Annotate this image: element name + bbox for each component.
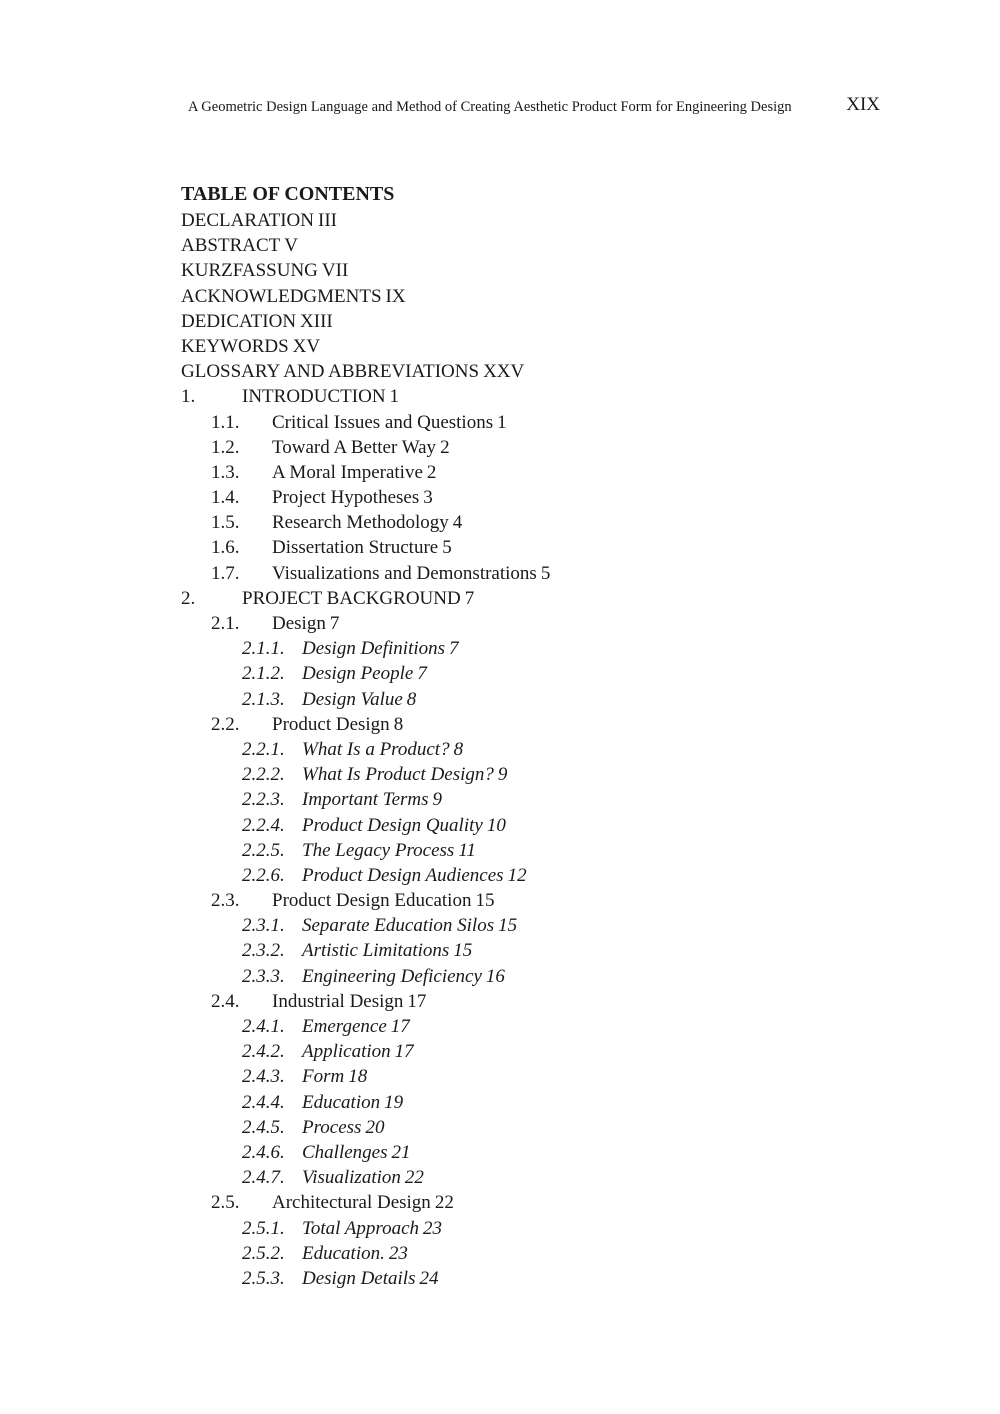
toc-entry[interactable] bbox=[242, 964, 867, 989]
toc-entry[interactable] bbox=[211, 510, 856, 535]
toc-entry-title: Product Design Audiences bbox=[302, 864, 504, 886]
toc-entry-title: Product Design Quality bbox=[302, 814, 483, 836]
toc-entry-title: INTRODUCTION bbox=[242, 386, 386, 408]
toc-entry[interactable] bbox=[211, 712, 856, 737]
toc-entry-title: GLOSSARY AND ABBREVIATIONS bbox=[181, 361, 480, 383]
toc-entry-title: Critical Issues and Questions bbox=[272, 411, 494, 433]
toc-entry[interactable] bbox=[181, 384, 856, 409]
toc-entry-title: Visualizations and Demonstrations bbox=[272, 562, 537, 584]
toc-entry-title: DEDICATION bbox=[181, 310, 297, 332]
toc-entry-page: 7 bbox=[417, 663, 427, 685]
toc-entry-page: 9 bbox=[497, 764, 508, 786]
toc-entry-page: XV bbox=[292, 335, 321, 357]
toc-entry-page: 17 bbox=[394, 1041, 414, 1063]
toc-entry-page: 10 bbox=[486, 814, 506, 836]
toc-entry-title: Design Details bbox=[302, 1267, 416, 1289]
toc-entry-title: A Moral Imperative bbox=[272, 461, 423, 483]
toc-entry-page: VII bbox=[321, 260, 349, 282]
table-of-contents bbox=[181, 181, 881, 1291]
toc-entry-page: IX bbox=[385, 285, 406, 307]
toc-entry-page: 22 bbox=[434, 1192, 454, 1214]
toc-entry-title: Design bbox=[272, 613, 326, 634]
toc-entry[interactable] bbox=[242, 1165, 867, 1190]
toc-entry[interactable] bbox=[211, 535, 856, 560]
toc-entry-number: 2.3.2. bbox=[242, 940, 285, 962]
toc-entry-title: DECLARATION bbox=[181, 210, 314, 231]
toc-entry[interactable] bbox=[211, 485, 856, 510]
toc-entry-page: 5 bbox=[540, 562, 551, 584]
toc-entry-number: 2.5. bbox=[211, 1192, 240, 1214]
toc-entry-title: KEYWORDS bbox=[181, 335, 289, 357]
toc-entry[interactable] bbox=[181, 208, 878, 233]
page-number: XIX bbox=[846, 94, 880, 115]
toc-entry[interactable] bbox=[242, 1115, 867, 1140]
toc-entry-number: 1.6. bbox=[211, 537, 240, 559]
toc-entry[interactable] bbox=[211, 410, 856, 435]
toc-entry-title: What Is Product Design? bbox=[302, 764, 494, 786]
toc-entry[interactable] bbox=[242, 863, 867, 888]
toc-entry-number: 1.5. bbox=[211, 512, 240, 534]
toc-entry[interactable] bbox=[242, 1064, 867, 1089]
toc-entry-title: Research Methodology bbox=[272, 512, 449, 534]
toc-entry[interactable] bbox=[242, 1014, 867, 1039]
toc-entry-page: 20 bbox=[365, 1116, 385, 1138]
toc-entry-title: PROJECT BACKGROUND bbox=[242, 587, 461, 609]
toc-entry-number: 2.2.5. bbox=[242, 839, 285, 861]
toc-entry[interactable] bbox=[181, 258, 878, 283]
toc-entry-number: 1. bbox=[181, 386, 196, 408]
toc-entry-page: XXV bbox=[483, 361, 525, 383]
toc-entry-title: Design People bbox=[302, 663, 414, 685]
toc-entry[interactable] bbox=[242, 737, 867, 762]
toc-entry-page: 16 bbox=[485, 965, 505, 987]
toc-entry[interactable] bbox=[242, 1039, 867, 1064]
toc-entry-title: Product Design bbox=[272, 713, 390, 735]
toc-entry[interactable] bbox=[181, 586, 856, 611]
toc-entry-number: 1.2. bbox=[211, 436, 240, 458]
toc-entry-title: Education. bbox=[302, 1242, 385, 1264]
toc-entry-title: Visualization bbox=[302, 1167, 401, 1189]
toc-entry-page: 8 bbox=[393, 713, 404, 735]
toc-entry[interactable] bbox=[211, 611, 856, 636]
toc-entry-title: Separate Education Silos bbox=[302, 915, 495, 937]
toc-entry[interactable] bbox=[242, 687, 867, 712]
toc-entry-page: V bbox=[284, 235, 298, 257]
toc-entry-page: 4 bbox=[452, 512, 463, 534]
toc-entry-title: Product Design Education bbox=[272, 890, 472, 912]
toc-entry-number: 2.5.1. bbox=[242, 1217, 285, 1239]
toc-entry-page: 8 bbox=[453, 738, 464, 760]
toc-entry-page: 23 bbox=[388, 1242, 408, 1264]
toc-entry-page: XIII bbox=[300, 310, 333, 332]
toc-entry-number: 2.2.2. bbox=[242, 764, 285, 786]
toc-entry-number: 2.4.6. bbox=[242, 1141, 285, 1163]
toc-entry-title: Education bbox=[302, 1091, 381, 1113]
toc-entry-title: Project Hypotheses bbox=[272, 487, 420, 509]
toc-entry-page: 1 bbox=[497, 411, 507, 433]
toc-entry[interactable] bbox=[242, 762, 867, 787]
toc-entry-page: 17 bbox=[407, 990, 427, 1012]
toc-entry-page: 15 bbox=[453, 940, 473, 962]
toc-entry[interactable] bbox=[242, 1266, 867, 1291]
toc-entry[interactable] bbox=[242, 1241, 867, 1266]
toc-entry-page: 2 bbox=[440, 436, 450, 458]
toc-entry-title: Form bbox=[302, 1066, 345, 1088]
toc-entry-number: 2.4.1. bbox=[242, 1016, 285, 1037]
toc-entry-title: Design Definitions bbox=[302, 638, 446, 660]
toc-entry[interactable] bbox=[181, 309, 878, 334]
toc-entry-page: 21 bbox=[391, 1141, 411, 1163]
toc-entry-title: ACKNOWLEDGMENTS bbox=[181, 285, 382, 307]
toc-entry-page: 8 bbox=[406, 688, 417, 710]
toc-entry-title: ABSTRACT bbox=[181, 235, 281, 257]
toc-entry-number: 2.2.6. bbox=[242, 864, 285, 886]
toc-entry-number: 2.1.2. bbox=[242, 663, 285, 685]
toc-entry-page: 7 bbox=[329, 613, 340, 634]
toc-entry[interactable] bbox=[242, 913, 867, 938]
toc-entry-number: 2.3.1. bbox=[242, 915, 285, 937]
running-header bbox=[188, 96, 880, 118]
toc-entry-number: 2.4. bbox=[211, 990, 240, 1012]
toc-entry-title: Total Approach bbox=[302, 1217, 420, 1239]
toc-entry-page: 15 bbox=[498, 915, 518, 937]
toc-entry[interactable] bbox=[242, 813, 867, 838]
running-header-title: A Geometric Design Language and Method of Creating Aesthetic Product Form for Engineering Design bbox=[188, 99, 792, 115]
toc-entry-page: 7 bbox=[449, 638, 459, 660]
toc-entry[interactable] bbox=[242, 636, 867, 661]
toc-entry-number: 2.4.5. bbox=[242, 1116, 285, 1138]
toc-entry-number: 2.5.3. bbox=[242, 1267, 285, 1289]
toc-entry[interactable] bbox=[242, 938, 867, 963]
toc-entry-page: 3 bbox=[423, 487, 433, 509]
toc-entry-page: 22 bbox=[404, 1167, 424, 1189]
toc-entry[interactable] bbox=[242, 1090, 867, 1115]
toc-entry-number: 2.4.2. bbox=[242, 1041, 285, 1063]
toc-entry-title: KURZFASSUNG bbox=[181, 260, 318, 282]
toc-entry-page: 9 bbox=[432, 789, 443, 811]
toc-entry-title: The Legacy Process bbox=[302, 839, 455, 861]
toc-entry-page: 23 bbox=[423, 1217, 443, 1239]
toc-entry-number: 2.2. bbox=[211, 713, 240, 735]
toc-list bbox=[181, 208, 881, 1291]
toc-entry-title: Application bbox=[302, 1041, 391, 1063]
toc-entry-page: 19 bbox=[384, 1091, 404, 1113]
toc-entry-title: Process bbox=[302, 1116, 362, 1138]
toc-entry-number: 2.2.4. bbox=[242, 814, 285, 836]
toc-entry-number: 1.1. bbox=[211, 411, 240, 433]
toc-entry-number: 2.2.3. bbox=[242, 789, 285, 811]
toc-entry[interactable] bbox=[211, 1190, 856, 1215]
toc-entry-number: 2.3. bbox=[211, 890, 240, 912]
toc-entry-page: 17 bbox=[390, 1016, 410, 1037]
toc-entry-title: Industrial Design bbox=[272, 990, 404, 1012]
toc-entry-number: 2.1.3. bbox=[242, 688, 285, 710]
toc-entry[interactable] bbox=[181, 284, 878, 309]
toc-entry-number: 2.1.1. bbox=[242, 638, 285, 660]
toc-entry[interactable] bbox=[211, 460, 856, 485]
toc-entry[interactable] bbox=[242, 838, 867, 863]
toc-entry[interactable] bbox=[242, 1140, 867, 1165]
toc-entry-title: What Is a Product? bbox=[302, 738, 450, 760]
toc-entry-number: 1.3. bbox=[211, 461, 240, 483]
toc-entry[interactable] bbox=[242, 787, 867, 812]
toc-entry-title: Important Terms bbox=[302, 789, 429, 811]
toc-entry-number: 2.1. bbox=[211, 613, 240, 634]
toc-entry-title: Architectural Design bbox=[272, 1192, 431, 1214]
toc-heading: TABLE OF CONTENTS bbox=[181, 183, 395, 205]
toc-entry-title: Engineering Deficiency bbox=[302, 965, 482, 987]
toc-entry-page: 18 bbox=[348, 1066, 368, 1088]
toc-entry-page: 7 bbox=[464, 587, 475, 609]
toc-entry-number: 2. bbox=[181, 587, 196, 609]
toc-entry-number: 2.4.4. bbox=[242, 1091, 285, 1113]
toc-entry[interactable] bbox=[242, 661, 867, 686]
toc-entry-page: 2 bbox=[426, 461, 437, 483]
toc-entry-number: 2.5.2. bbox=[242, 1242, 285, 1264]
toc-entry-title: Artistic Limitations bbox=[302, 940, 450, 962]
toc-entry-page: 15 bbox=[475, 890, 495, 912]
toc-entry-page: 12 bbox=[507, 864, 527, 886]
toc-entry-page: 24 bbox=[419, 1267, 439, 1289]
toc-entry-title: Design Value bbox=[302, 688, 403, 710]
toc-entry-page: 5 bbox=[442, 537, 452, 559]
toc-entry-page: III bbox=[318, 210, 337, 231]
toc-entry-number: 1.7. bbox=[211, 562, 240, 584]
toc-entry[interactable] bbox=[211, 561, 856, 586]
toc-entry-number: 2.4.7. bbox=[242, 1167, 285, 1189]
toc-entry[interactable] bbox=[181, 334, 878, 359]
toc-entry-page: 1 bbox=[389, 386, 400, 408]
toc-entry[interactable] bbox=[242, 1216, 867, 1241]
toc-entry-title: Dissertation Structure bbox=[272, 537, 439, 559]
toc-entry[interactable] bbox=[181, 359, 878, 384]
toc-entry-number: 2.3.3. bbox=[242, 965, 285, 987]
toc-entry[interactable] bbox=[211, 888, 856, 913]
toc-entry-number: 2.4.3. bbox=[242, 1066, 285, 1088]
toc-entry-page: 11 bbox=[458, 839, 476, 861]
toc-entry[interactable] bbox=[211, 989, 856, 1014]
toc-entry-title: Toward A Better Way bbox=[272, 436, 437, 458]
toc-entry-title: Emergence bbox=[302, 1016, 387, 1037]
toc-entry-number: 2.2.1. bbox=[242, 738, 285, 760]
toc-entry[interactable] bbox=[211, 435, 856, 460]
toc-entry[interactable] bbox=[181, 233, 878, 258]
toc-entry-title: Challenges bbox=[302, 1141, 388, 1163]
toc-entry-number: 1.4. bbox=[211, 487, 240, 509]
